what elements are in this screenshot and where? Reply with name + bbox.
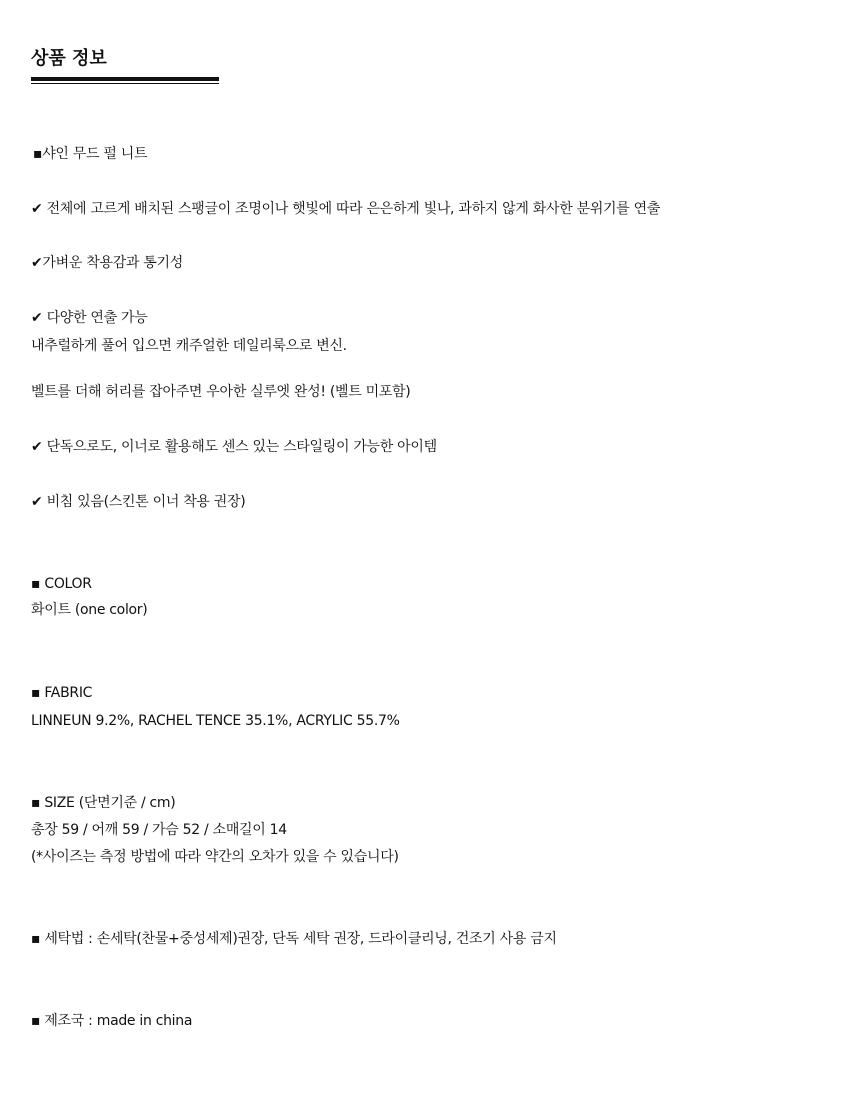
country-of-origin: ▪ 제조국 : made in china <box>31 1013 193 1029</box>
color-value: 화이트 (one color) <box>31 602 148 618</box>
title-underline-thin <box>31 83 219 84</box>
feature-sheerness: ✔ 비침 있음(스킨톤 이너 착용 권장) <box>31 494 246 510</box>
color-heading: ▪ COLOR <box>31 576 92 592</box>
wash-instructions: ▪ 세탁법 : 손세탁(찬물+중성세제)권장, 단독 세탁 권장, 드라이클리닝, 건조기 사용 금지 <box>31 931 557 947</box>
title-underline-thick <box>31 77 219 81</box>
feature-sparkle: ✔ 전체에 고르게 배치된 스팽글이 조명이나 햇빛에 따라 은은하게 빛나, 과하지 않게 화사한 분위기를 연출 <box>31 201 661 217</box>
feature-lightweight: ✔가벼운 착용감과 통기성 <box>31 255 183 271</box>
styling-casual: 내추럴하게 풀어 입으면 캐주얼한 데일리룩으로 변신. <box>31 338 347 354</box>
styling-belt: 벨트를 더해 허리를 잡아주면 우아한 실루엣 완성! (벨트 미포함) <box>31 384 411 400</box>
product-name: ▪샤인 무드 펄 니트 <box>33 146 148 162</box>
fabric-value: LINNEUN 9.2%, RACHEL TENCE 35.1%, ACRYLIC 55.7% <box>31 713 400 729</box>
fabric-heading: ▪ FABRIC <box>31 685 93 701</box>
size-note: (*사이즈는 측정 방법에 따라 약간의 오차가 있을 수 있습니다) <box>31 849 399 865</box>
feature-styling: ✔ 다양한 연출 가능 <box>31 310 148 326</box>
size-heading: ▪ SIZE (단면기준 / cm) <box>31 795 176 811</box>
section-title: 상품 정보 <box>31 48 107 69</box>
size-value: 총장 59 / 어깨 59 / 가슴 52 / 소매길이 14 <box>31 822 287 838</box>
feature-layering: ✔ 단독으로도, 이너로 활용해도 센스 있는 스타일링이 가능한 아이템 <box>31 439 437 455</box>
